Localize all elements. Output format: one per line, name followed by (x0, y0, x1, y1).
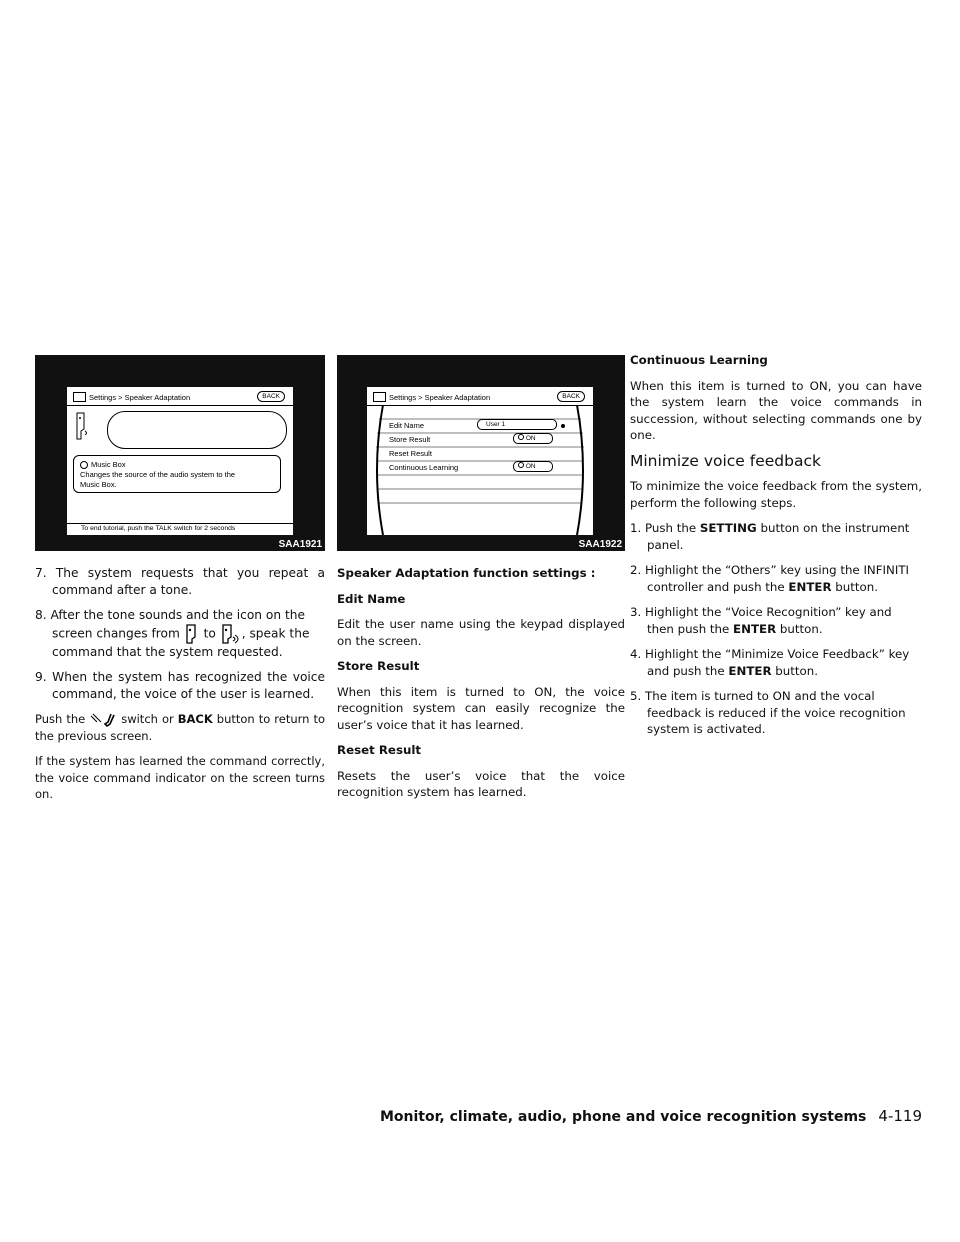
step-5: 5. The item is turned to ON and the vocal feedback is reduced if the voice recognition system is activated. (630, 689, 906, 736)
voice-learning-icon (220, 624, 242, 644)
music-box-desc-1: Changes the source of the audio system to the (80, 470, 236, 479)
edit-name-heading: Edit Name (337, 591, 406, 606)
column-middle (337, 565, 625, 810)
divider (67, 405, 293, 406)
screen-title: Settings > Speaker Adaptation (89, 393, 191, 402)
indicator-icon (518, 434, 524, 440)
voice-command-icon (184, 624, 200, 644)
settings-heading: Speaker Adaptation function settings : (337, 566, 596, 580)
step-2: 2. Highlight the “Others” key using the INFINITI controller and push the ENTER button. (630, 563, 910, 594)
talk-switch-icon (89, 712, 117, 728)
step-1: 1. Push the SETTING button on the instrument panel. (630, 521, 910, 552)
voice-icon (73, 411, 89, 441)
push-back-instruction: Push the switch or BACK button to return to the previous screen. (35, 712, 325, 743)
music-box-desc-2: Music Box. (80, 480, 117, 489)
step-3: 3. Highlight the “Voice Recognition” key and then push the ENTER button. (630, 605, 892, 636)
figure-saa1921 (35, 355, 325, 551)
figure-id: SAA1921 (278, 539, 322, 550)
info-icon (80, 461, 88, 469)
edit-name-text: Edit the user name using the keypad displayed on the screen. (337, 617, 625, 648)
tutorial-text: To end tutorial, push the TALK switch for 2 seconds (81, 525, 236, 532)
learned-note: If the system has learned the command correctly, the voice command indicator on the screen turns on. (35, 754, 325, 801)
continuous-learning-text: When this item is turned to ON, you can have the system learn the voice commands in succession, without selecting commands one by one. (630, 378, 922, 442)
menu-row-continuous-learning[interactable]: Continuous Learning (389, 463, 459, 472)
menu-row-edit-name[interactable]: Edit Name (389, 421, 425, 430)
settings-icon (373, 392, 386, 402)
column-right (630, 352, 922, 747)
screen-display (367, 387, 593, 535)
divider (67, 523, 293, 524)
back-button[interactable]: BACK (557, 391, 585, 402)
continuous-learning-heading: Continuous Learning (630, 353, 768, 367)
speech-bubble (107, 411, 287, 449)
continuous-toggle[interactable]: ON (513, 461, 553, 472)
user-name-field[interactable]: User 1 (477, 419, 557, 430)
reset-result-heading: Reset Result (337, 743, 422, 757)
chapter-title: Monitor, climate, audio, phone and voice recognition systems (379, 1109, 867, 1125)
music-box-panel (73, 455, 281, 493)
indicator-icon (518, 462, 524, 468)
page-footer (380, 1107, 922, 1125)
section-heading: Minimize voice feedback (630, 451, 821, 470)
figure-saa1922 (337, 355, 625, 551)
screen-title: Settings > Speaker Adaptation (389, 393, 491, 402)
step-9: 9. When the system has recognized the voice command, the voice of the user is learned. (35, 670, 325, 701)
screen-display (67, 387, 293, 535)
store-toggle[interactable]: ON (513, 433, 553, 444)
store-result-heading: Store Result (337, 659, 420, 673)
page-number: 4-119 (878, 1107, 922, 1125)
step-7: 7. The system requests that you repeat a command after a tone. (35, 566, 325, 597)
store-result-text: When this item is turned to ON, the voice recognition system can easily recognize the user’s voice that it has learned. (337, 684, 625, 732)
figure-id: SAA1922 (578, 539, 622, 550)
reset-result-text: Resets the user’s voice that the voice recognition system has learned. (337, 768, 625, 799)
intro-text: To minimize the voice feedback from the system, perform the following steps. (630, 479, 922, 510)
column-left (35, 565, 325, 812)
back-button[interactable]: BACK (257, 391, 285, 402)
menu-row-reset-result[interactable]: Reset Result (389, 449, 432, 458)
step-8: 8. After the tone sounds and the icon on the screen changes from to , speak the command that the system requested. (35, 608, 310, 659)
music-box-title: Music Box (91, 460, 126, 469)
settings-icon (73, 392, 86, 402)
menu-row-store-result[interactable]: Store Result (389, 435, 431, 444)
step-4: 4. Highlight the “Minimize Voice Feedback” key and push the ENTER button. (630, 647, 910, 678)
